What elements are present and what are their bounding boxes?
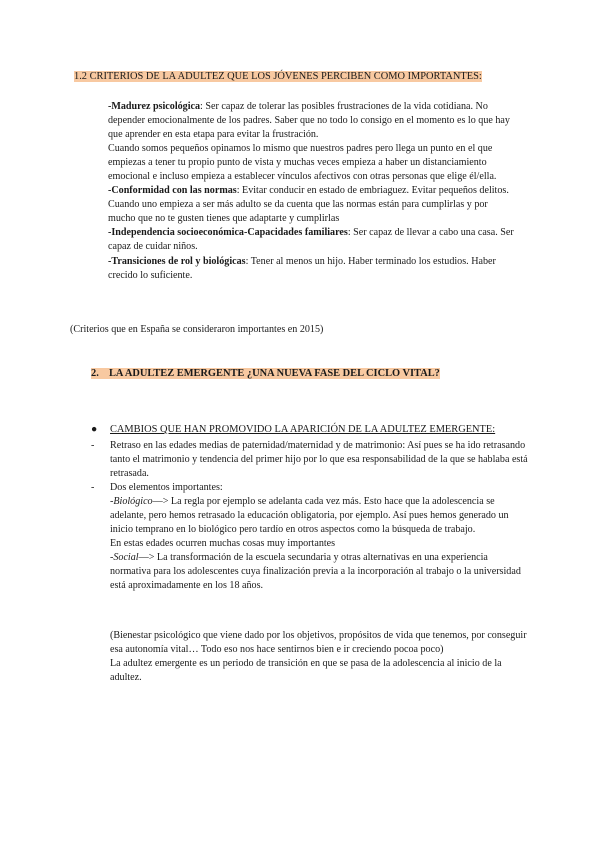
biological-extra: En estas edades ocurren muchas cosas muy importantes bbox=[110, 538, 336, 550]
bullet-icon: ● bbox=[91, 424, 98, 435]
biological-text: La regla por ejemplo se adelanta cada vez más. Esto hace que la adolescencia se adelante, pero hemos retrasado la educación obligatoria, por ejemplo. Así pues hemos generado un inicio temprano en lo biológico pero tardío en otros aspectos como la búsqueda de trabajo. bbox=[110, 496, 509, 536]
list-item-heading: Dos elementos importantes: bbox=[110, 482, 223, 494]
section-2-title-highlight bbox=[91, 368, 440, 379]
section-2-number: 2. bbox=[91, 368, 99, 379]
criterion-text: : Ser capaz de tolerar las posibles frustraciones de la vida cotidiana. No depender emocionalmente de los padres. Saber que no todo lo consigo en el momento es lo que hay que aprender en esta etapa para evitar la frustración. bbox=[108, 101, 510, 141]
list-item bbox=[91, 481, 531, 593]
section-2-title bbox=[91, 367, 440, 381]
criterion-paragraph bbox=[108, 255, 516, 283]
criterion-paragraph bbox=[108, 100, 516, 142]
criteria-list bbox=[108, 100, 516, 283]
section-1-title-text: 1.2 CRITERIOS DE LA ADULTEZ QUE LOS JÓVENES PERCIBEN COMO IMPORTANTES: bbox=[74, 71, 482, 82]
criterion-paragraph bbox=[108, 184, 516, 198]
closing-paragraph-2: La adultez emergente es un periodo de transición en que se pasa de la adolescencia al inicio de la adultez. bbox=[110, 658, 502, 684]
changes-list bbox=[91, 439, 531, 594]
biological-paragraph bbox=[110, 495, 531, 537]
arrow-icon: —> bbox=[152, 496, 169, 508]
criterion-text: Cuando uno empieza a ser más adulto se da cuenta que las normas están para cumplirlas y por mucho que no te gusten tienes que adaptarte y cumplirlas bbox=[108, 199, 488, 225]
closing-paragraph-1: (Bienestar psicológico que viene dado por los objetivos, propósitos de vida que tenemos, por conseguir esa autonomía vital… Todo eso nos hace sentirnos bien e ir creciendo pocoa poco) bbox=[110, 630, 527, 656]
dash-marker: - bbox=[91, 482, 95, 494]
section-1-title bbox=[74, 70, 482, 84]
criterion-paragraph bbox=[108, 142, 516, 184]
list-item-text: Retraso en las edades medias de paternidad/maternidad y de matrimonio: Así pues se ha ido retrasando tanto el matrimonio y tendencia del primer hijo por lo que esa responsabilidad de la que se hablaba está retrasada. bbox=[110, 440, 528, 480]
criterion-label: -Independencia socioeconómica-Capacidades familiares bbox=[108, 227, 348, 239]
criterion-label: -Transiciones de rol y biológicas bbox=[108, 255, 246, 267]
closing-text bbox=[110, 629, 530, 685]
list-item bbox=[91, 439, 531, 481]
criterion-text: : Evitar conducir en estado de embriaguez. Evitar pequeños delitos. bbox=[236, 185, 509, 197]
criterion-paragraph bbox=[108, 226, 516, 254]
criterion-text: : Tener al menos un hijo. Haber terminado los estudios. Haber crecido lo suficiente. bbox=[108, 255, 496, 281]
social-label: -Social bbox=[110, 552, 139, 564]
subsection-title-text: CAMBIOS QUE HAN PROMOVIDO LA APARICIÓN DE LA ADULTEZ EMERGENTE: bbox=[110, 424, 496, 435]
section-2-title-text: LA ADULTEZ EMERGENTE ¿UNA NUEVA FASE DEL CICLO VITAL? bbox=[109, 368, 440, 379]
dash-marker: - bbox=[91, 440, 95, 451]
criteria-note: (Criterios que en España se consideraron importantes en 2015) bbox=[70, 324, 324, 335]
criterion-label: -Madurez psicológica bbox=[108, 101, 201, 112]
criterion-text: Cuando somos pequeños opinamos lo mismo que nuestros padres pero llega un punto en el que empiezas a tener tu propio punto de vista y muchas veces empieza a haber un distanciamiento emocional e incluso empieza a establecer vínculos afectivos con otras personas que elige él/ella. bbox=[108, 143, 497, 183]
criterion-label: -Conformidad con las normas bbox=[108, 185, 237, 197]
social-paragraph bbox=[110, 551, 531, 593]
subsection-title bbox=[91, 423, 495, 437]
criterion-text: : Ser capaz de llevar a cabo una casa. Ser capaz de cuidar niños. bbox=[108, 227, 514, 253]
biological-label: -Biológico bbox=[110, 496, 153, 508]
social-text: La transformación de la escuela secundaria y otras alternativas en una experiencia normativa para los adolescentes cuya finalización previa a la incorporación al trabajo o la universidad está aproximadamente en los 18 años. bbox=[110, 552, 521, 592]
criterion-paragraph bbox=[108, 198, 516, 226]
arrow-icon: —> bbox=[138, 552, 155, 564]
